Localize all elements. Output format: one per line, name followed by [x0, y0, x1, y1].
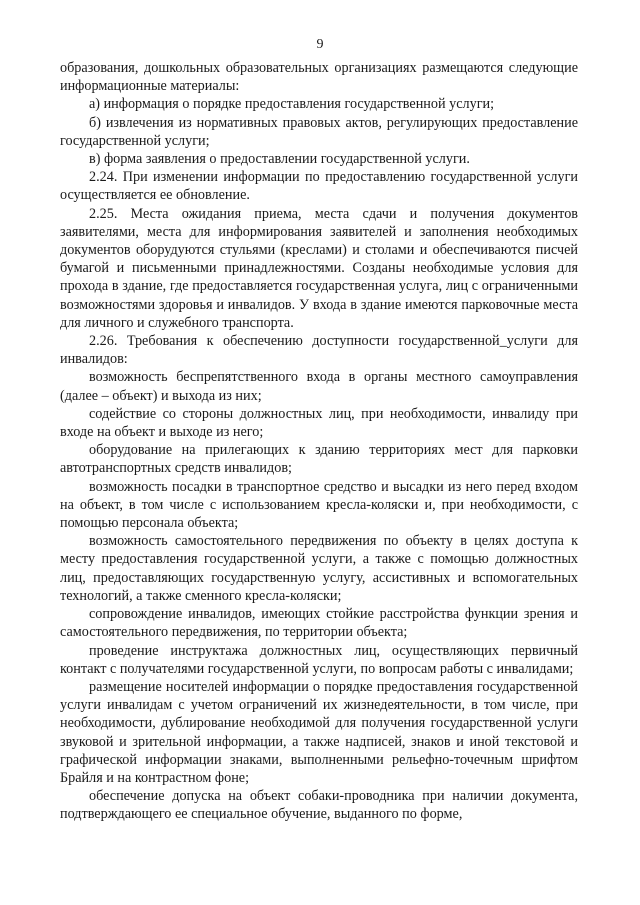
requirement-item: возможность самостоятельного передвижения по объекту в целях доступа к месту предоставления государственной услуги, а также с помощью должностных лиц, предоставляющих государственную услугу, ассистивных и вспомогательных технологий, а также сменного кресла-коляски;: [60, 533, 578, 604]
page-number: 9: [316, 37, 324, 52]
clause-2-24: 2.24. При изменении информации по предоставлению государственной услуги осуществляется ее обновление.: [60, 169, 578, 204]
list-item-b: б) извлечения из нормативных правовых актов, регулирующих предоставление государственной услуги;: [60, 114, 578, 149]
requirement-item: оборудование на прилегающих к зданию территориях мест для парковки автотранспортных средств инвалидов;: [60, 442, 578, 477]
document-body: [60, 59, 578, 824]
list-item-a: а) информация о порядке предоставления государственной услуги;: [89, 96, 495, 113]
requirement-item: сопровождение инвалидов, имеющих стойкие расстройства функции зрения и самостоятельного передвижения, по территории объекта;: [60, 606, 578, 641]
clause-2-26: 2.26. Требования к обеспечению доступности государственной_услуги для инвалидов:: [60, 333, 578, 368]
requirement-item: проведение инструктажа должностных лиц, осуществляющих первичный контакт с получателями государственной услуги, по вопросам работы с инвалидами;: [60, 642, 578, 677]
clause-2-25: 2.25. Места ожидания приема, места сдачи и получения документов заявителями, места для информирования заявителей и заполнения необходимых документов оборудуются стульями (креслами) и столами и обеспечиваются писчей бумагой и письменными принадлежностями. Созданы необходимые условия для прохода в здание, где предоставляется государственная услуга, лиц с ограниченными возможностями здоровья и инвалидов. У входа в здание имеются парковочные места для личного и служебного транспорта.: [60, 205, 578, 331]
requirement-item: возможность беспрепятственного входа в органы местного самоуправления (далее – объект) и выхода из них;: [60, 369, 578, 404]
requirement-item: обеспечение допуска на объект собаки-проводника при наличии документа, подтверждающего ее специальное обучение, выданного по форме,: [60, 788, 578, 823]
list-item-c: в) форма заявления о предоставлении государственной услуги.: [89, 151, 470, 168]
requirement-item: возможность посадки в транспортное средство и высадки из него перед входом на объект, в том числе с использованием кресла-коляски и, при необходимости, с помощью персонала объекта;: [60, 478, 578, 532]
requirement-item: размещение носителей информации о порядке предоставления государственной услуги инвалидам с учетом ограничений их жизнедеятельности, в том числе, при необходимости, дублирование необходимой для получения государственной услуги звуковой и зрительной информации, а также надписей, знаков и иной текстовой и графической информации знаками, выполненными рельефно-точечным шрифтом Брайля и на контрастном фоне;: [60, 678, 578, 786]
requirement-item: содействие со стороны должностных лиц, при необходимости, инвалиду при входе на объект и выходе из него;: [60, 405, 578, 441]
paragraph-continuation: образования, дошкольных образовательных организациях размещаются следующие информационные материалы:: [60, 60, 578, 95]
